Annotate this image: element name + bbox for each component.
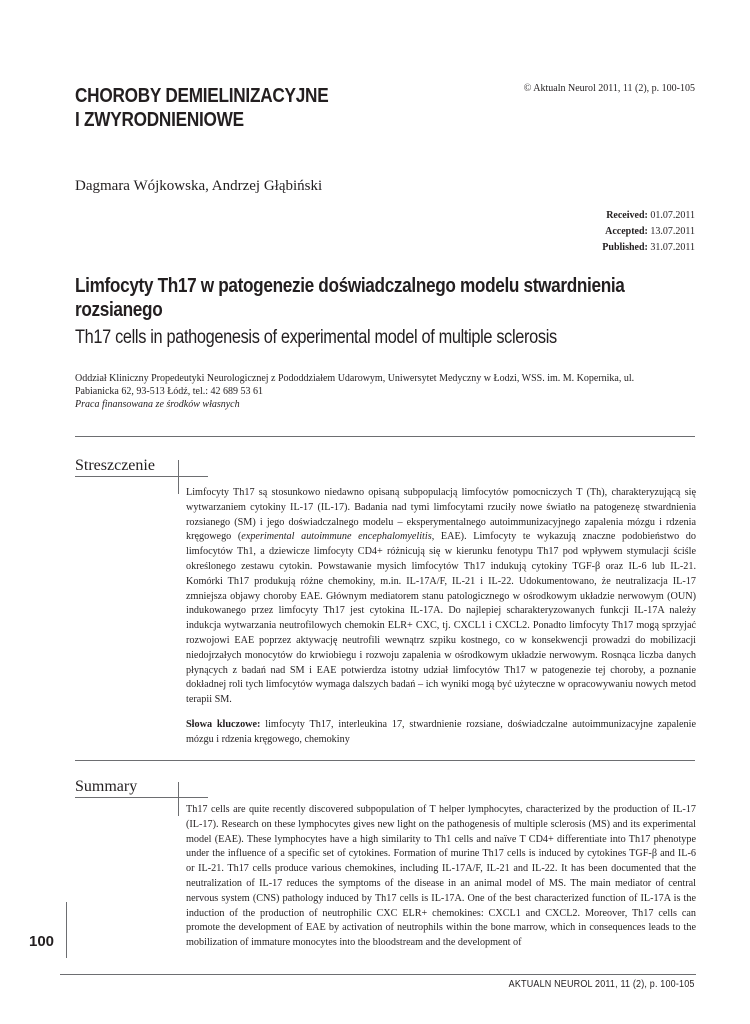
published-date: Published: 31.07.2011: [602, 242, 695, 253]
funding-note: Praca finansowana ze środków własnych: [75, 399, 240, 410]
article-title-en: Th17 cells in pathogenesis of experimental model of multiple sclerosis: [75, 327, 557, 348]
section-title-line-2: I ZWYRODNIENIOWE: [75, 109, 244, 131]
heading-vertical-bar: [178, 782, 179, 816]
footer-citation: AKTUALN NEUROL 2011, 11 (2), p. 100-105: [509, 979, 695, 990]
affiliation-text: Oddział Kliniczny Propedeutyki Neurologicznej z Pododdziałem Udarowym, Uniwersytet Medyczny w Łodzi, WSS. im. M. Kopernika, ul. Pabianicka 62, 93-513 Łódź, tel.: 42 689 53 61: [75, 373, 635, 397]
section-title-line-1: CHOROBY DEMIELINIZACYJNE: [75, 85, 329, 107]
citation: © Aktualn Neurol 2011, 11 (2), p. 100-105: [523, 83, 695, 94]
heading-tick: [178, 797, 208, 798]
journal-section-title: [75, 84, 328, 132]
abstract-en-heading: Summary: [75, 778, 138, 795]
abstract-pl-text: Limfocyty Th17 są stosunkowo niedawno opisaną subpopulacją limfocytów pomocniczych T (Th), charakteryzującą się wytwarzaniem cytokiny IL-17 (IL-17). Badania nad tymi limfocytami rzuciły nowe światło na patogenezę stwardnienia rozsianego (SM) i jego doświadczalnego modelu – eksperymentalnego autoimmunizacyjnego zapalenia mózgu i rdzenia kręgowego (experimental autoimmune encephalomyelitis, EAE). Limfocyty te wykazują znaczne podobieństwo do limfocytów Th1, a dziewicze limfocyty CD4+ różnicują się w kierunku fenotypu Th17 pod wpływem stymulacji ściśle określonego zestawu cytokin. Powstawanie mysich limfocytów Th17 indukują cytokiny TGF-β oraz IL-6 lub IL-21. Komórki Th17 produkują różne chemokiny, m.in. IL-17A/F, IL-21 i IL-22. Udokumentowano, że neutralizacja IL-17 zmniejsza objawy choroby EAE. Głównym mediatorem stanu patologicznego w ośrodkowym układzie nerwowym (OUN) indukowanego przez limfocyty Th17 jest cytokina IL-17A. Do najlepiej scharakteryzowanych funkcji IL-17A należy indukcja wytwarzania neutrofilowych chemokin ELR+ CXC, tj. CXCL1 i CXCL2. Ponadto limfocyty Th17 mogą sprzyjać rozwojowi EAE poprzez aktywację neutrofili wewnątrz szpiku kostnego, co w konsekwencji prowadzi do mobilizacji niedojrzałych monocytów do krwiobiegu i rozwoju zapalenia w ośrodkowym układzie nerwowym. Rosnąca liczba danych płynących z badań nad SM i EAE potwierdza istotny udział limfocytów Th17 w patogenezie tej choroby, a poznanie dokładnej roli tych limfocytów wymaga dalszych badań – ich wyniki mogą być użyteczne w opracowywaniu nowych metod terapii SM.: [186, 487, 696, 706]
heading-vertical-bar: [178, 460, 179, 494]
abstract-pl-heading: Streszczenie: [75, 457, 155, 474]
abstract-en: [186, 803, 696, 951]
article-title-pl: Limfocyty Th17 w patogenezie doświadczalnego modelu stwardnienia rozsianego: [75, 275, 625, 321]
page-number: 100: [29, 933, 55, 950]
abstract-en-text: Th17 cells are quite recently discovered subpopulation of T helper lymphocytes, characterized by the production of IL-17 (IL-17). Research on these lymphocytes gives new light on the pathogenesis of multiple sclerosis (MS) and its experimental model (EAE). These lymphocytes have a high similarity to Th1 cells and naïve T CD4+ differentiate into Th17 phenotype under the influence of a specific set of cytokines. Formation of murine Th17 cells is induced by cytokines TGF-β and IL-6 or IL-21. Th17 cells produce various chemokines, including IL-17A/F, IL-21 and IL-22. It has been documented that the neutralization of IL-17 reduces the symptoms of the disease in an animal model of MS. The main mediator of central nervous system (CNS) pathology induced by Th17 cells is IL-17A. One of the best characterized function of IL-17A is the induction of the production of neutrophilic CXC ELR+ chemokines: CXCL1 and CXCL2. Moreover, Th17 cells can promote the development of EAE by activation of neutrophils within the bone marrow, which in consequences leads to the mobilization of immature monocytes into the bloodstream and the development of: [186, 804, 696, 949]
section-divider: [75, 760, 695, 761]
affiliation: [75, 372, 675, 411]
heading-underline: [75, 797, 179, 798]
received-date: Received: 01.07.2011: [606, 210, 695, 221]
keywords-pl: Słowa kluczowe: limfocyty Th17, interleukina 17, stwardnienie rozsiane, doświadczalne autoimmunizacyjne zapalenie mózgu i rdzenia kręgowego, chemokiny: [186, 718, 696, 745]
page-number-bar: [66, 902, 67, 958]
article-dates: [602, 208, 695, 256]
accepted-date: Accepted: 13.07.2011: [605, 226, 695, 237]
section-divider: [75, 436, 695, 437]
authors: Dagmara Wójkowska, Andrzej Głąbiński: [75, 178, 323, 194]
footer-rule: [60, 974, 696, 975]
heading-tick: [178, 476, 208, 477]
abstract-pl: [186, 486, 696, 748]
